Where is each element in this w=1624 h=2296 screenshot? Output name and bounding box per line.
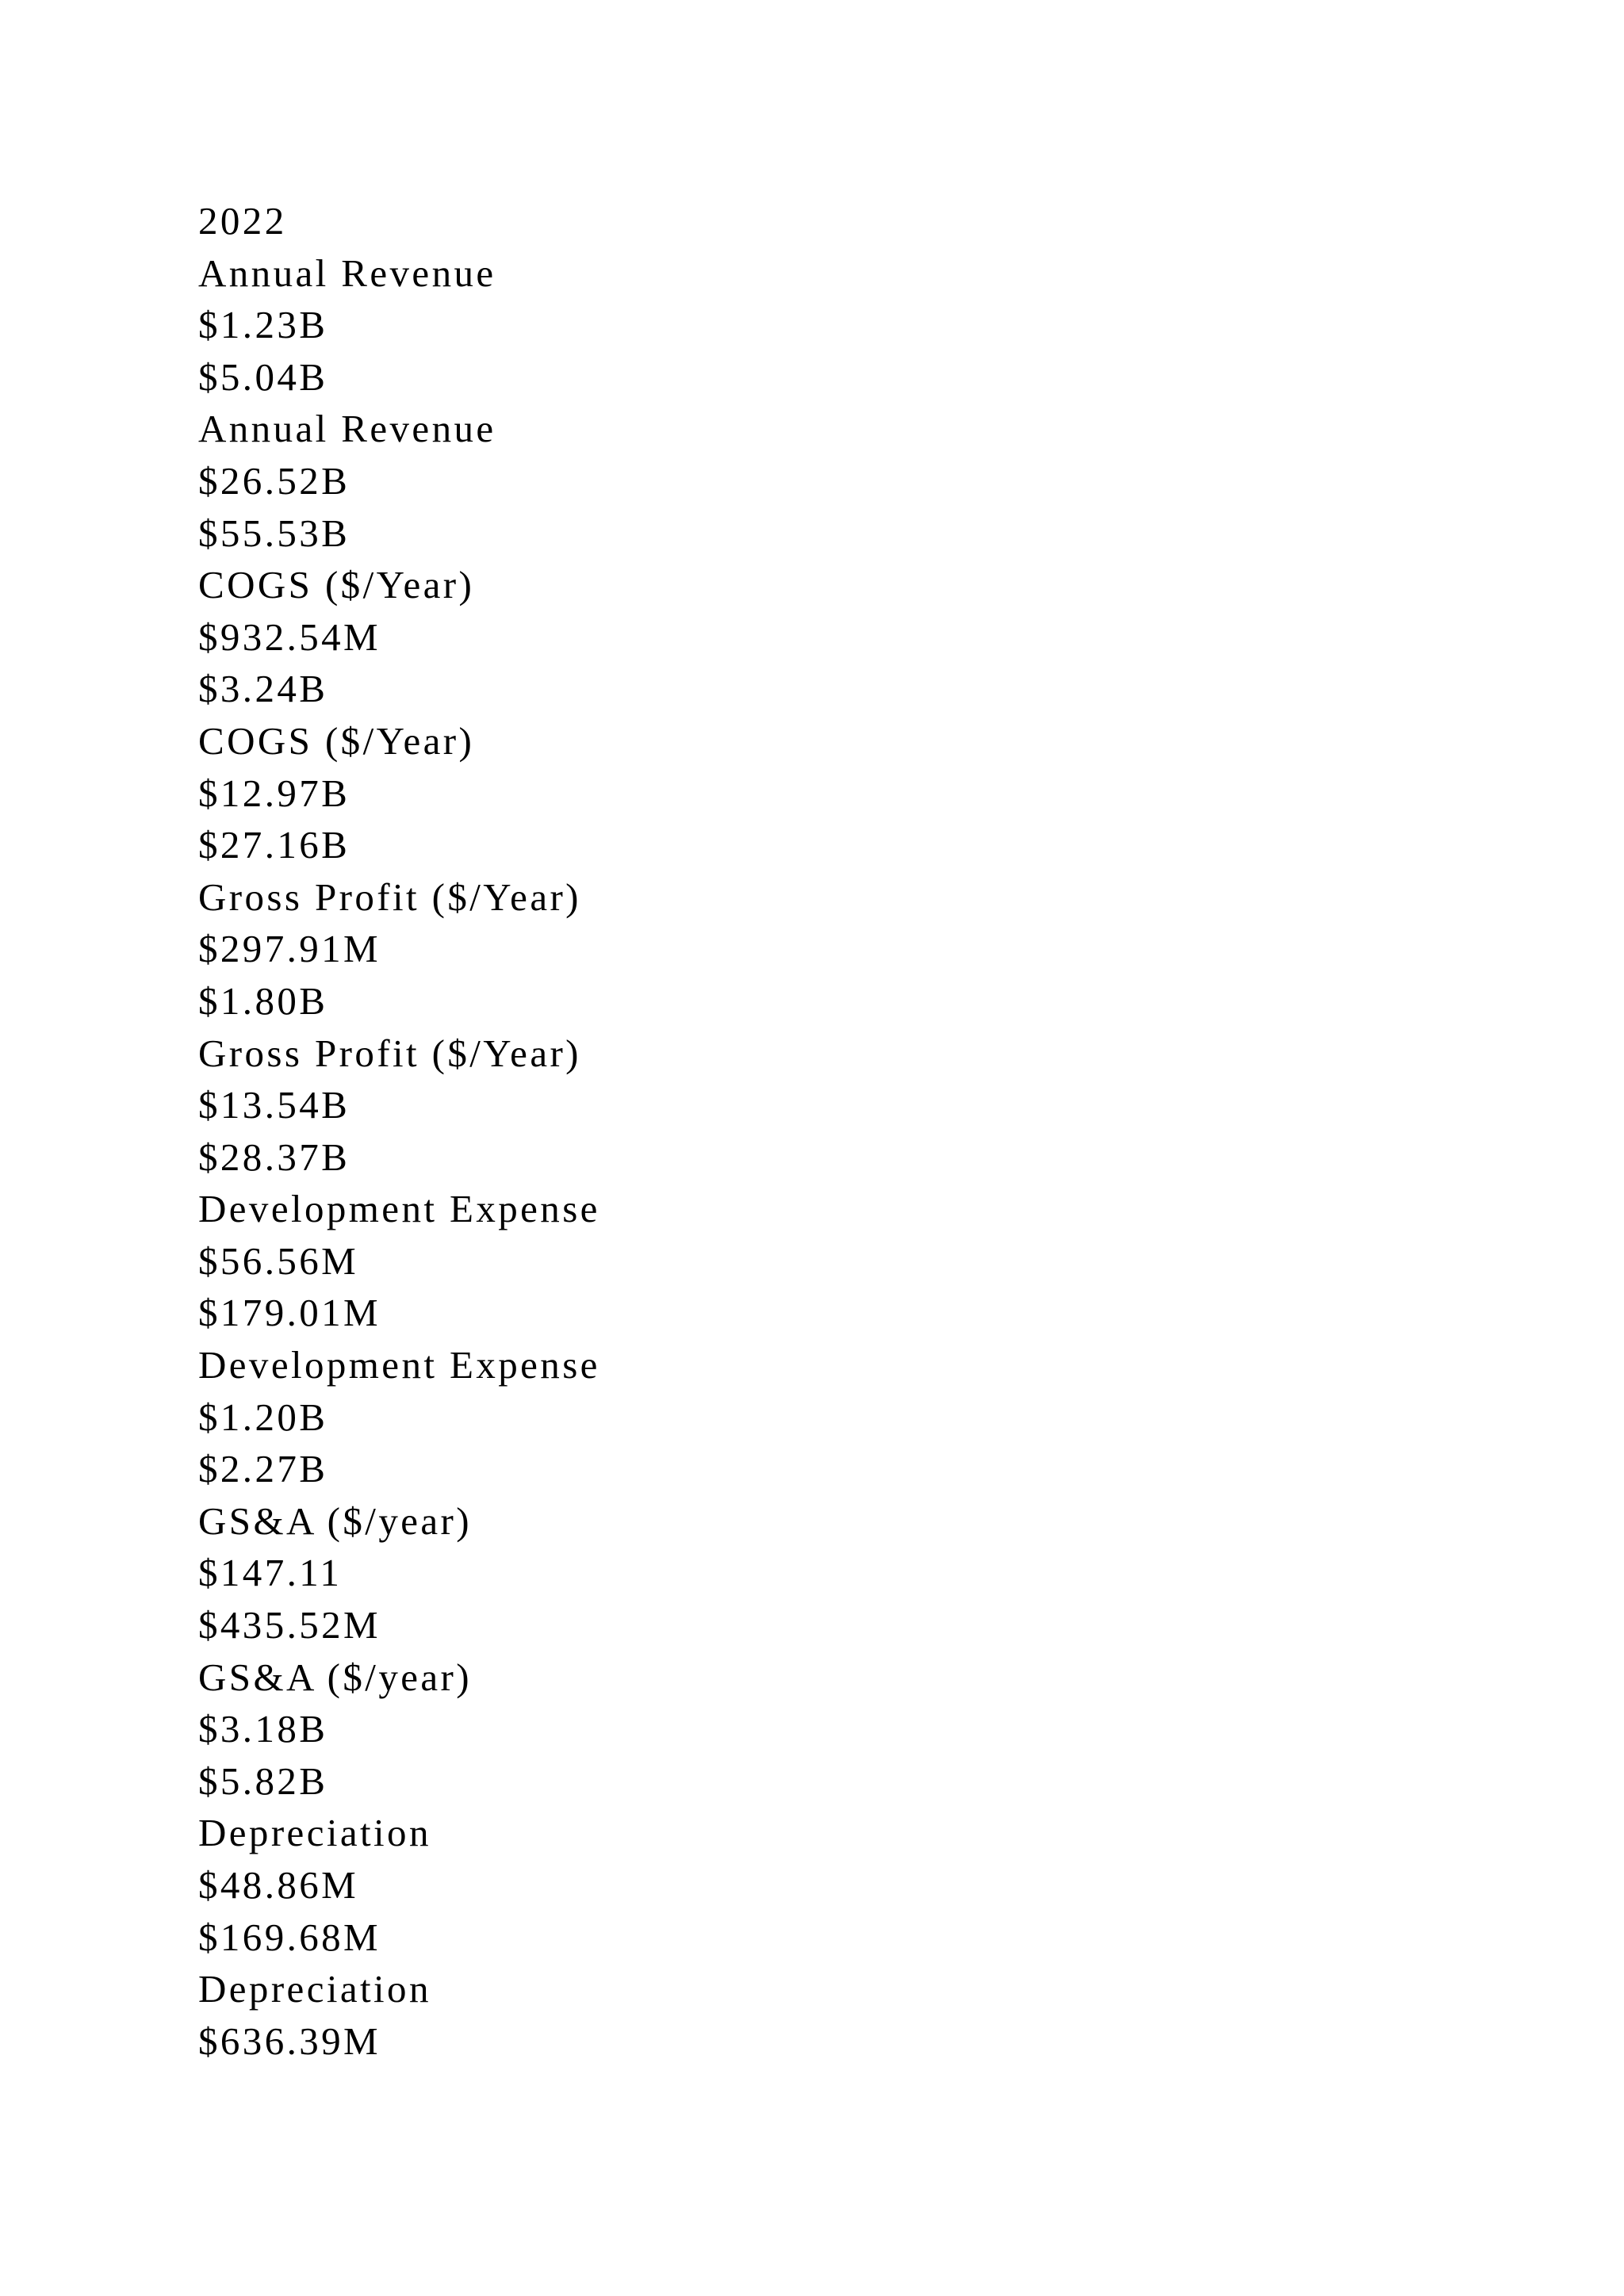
text-line: $1.80B bbox=[198, 978, 328, 1023]
text-line: $1.20B bbox=[198, 1395, 328, 1439]
text-line: $3.24B bbox=[198, 667, 328, 711]
text-line: $28.37B bbox=[198, 1135, 350, 1179]
text-line: $26.52B bbox=[198, 458, 350, 503]
text-line: $3.18B bbox=[198, 1707, 328, 1751]
text-line: $147.11 bbox=[198, 1551, 343, 1595]
text-line: $55.53B bbox=[198, 511, 350, 555]
text-line: GS&A ($/year) bbox=[198, 1655, 472, 1699]
text-line: Gross Profit ($/Year) bbox=[198, 1031, 581, 1075]
text-line: Depreciation bbox=[198, 1811, 431, 1855]
text-line: Gross Profit ($/Year) bbox=[198, 874, 581, 919]
text-line: $1.23B bbox=[198, 303, 328, 347]
text-line: Development Expense bbox=[198, 1343, 600, 1387]
text-line: $27.16B bbox=[198, 823, 350, 867]
text-line: COGS ($/Year) bbox=[198, 718, 475, 763]
text-line: COGS ($/Year) bbox=[198, 563, 475, 607]
text-line: $179.01M bbox=[198, 1291, 381, 1335]
text-line: 2022 bbox=[198, 199, 287, 243]
text-line: $169.68M bbox=[198, 1915, 381, 1959]
text-line: $5.82B bbox=[198, 1758, 328, 1803]
text-line: Development Expense bbox=[198, 1187, 600, 1231]
text-line: Annual Revenue bbox=[198, 251, 496, 295]
text-line: GS&A ($/year) bbox=[198, 1498, 472, 1543]
text-line: $12.97B bbox=[198, 771, 350, 815]
text-line: $5.04B bbox=[198, 354, 328, 399]
text-line: $2.27B bbox=[198, 1447, 328, 1491]
text-line: $13.54B bbox=[198, 1083, 350, 1127]
text-line: Depreciation bbox=[198, 1967, 431, 2011]
text-line: $56.56M bbox=[198, 1238, 359, 1283]
text-line: $636.39M bbox=[198, 2019, 381, 2063]
text-line: $297.91M bbox=[198, 927, 381, 971]
text-line: $48.86M bbox=[198, 1863, 359, 1907]
text-line: Annual Revenue bbox=[198, 407, 496, 451]
text-line: $932.54M bbox=[198, 614, 381, 659]
text-line-list bbox=[198, 195, 600, 2067]
text-line: $435.52M bbox=[198, 1603, 381, 1647]
